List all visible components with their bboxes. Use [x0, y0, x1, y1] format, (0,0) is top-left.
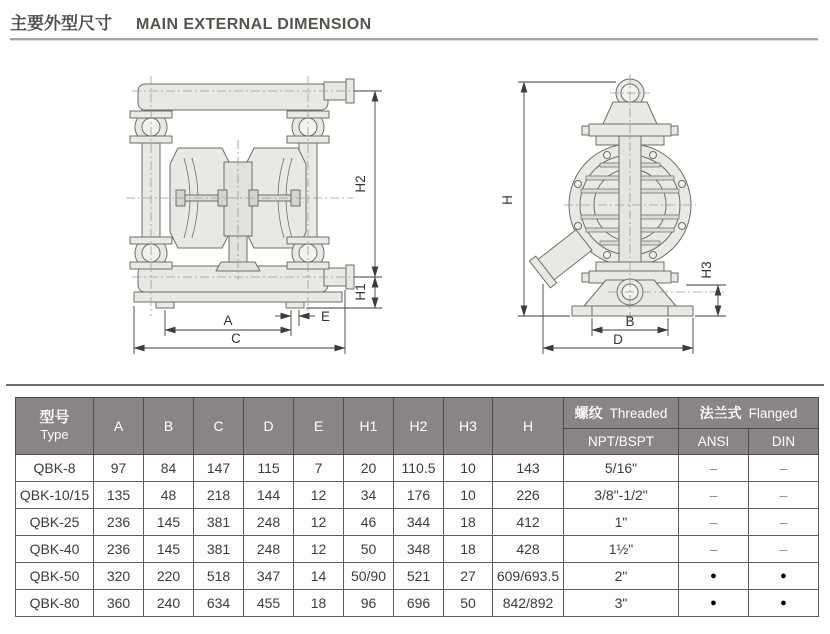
cell-A: 320 — [94, 563, 144, 590]
cell-H1: 20 — [344, 455, 394, 482]
cell-D: 144 — [244, 482, 294, 509]
dim-label-h2: H2 — [353, 175, 368, 193]
cell-ansi: – — [679, 482, 749, 509]
page-title-zh: 主要外型尺寸 — [10, 14, 112, 33]
cell-din: – — [749, 509, 819, 536]
cell-D: 115 — [244, 455, 294, 482]
cell-type: QBK-25 — [16, 509, 94, 536]
cell-B: 84 — [144, 455, 194, 482]
cell-H: 226 — [493, 482, 564, 509]
col-header-H3: H3 — [444, 398, 493, 455]
cell-B: 220 — [144, 563, 194, 590]
cell-D: 248 — [244, 536, 294, 563]
cell-ansi: ● — [679, 590, 749, 617]
cell-H2: 348 — [394, 536, 444, 563]
table-row — [16, 563, 819, 590]
table-row — [16, 482, 819, 509]
cell-npt: 3" — [564, 590, 679, 617]
col-header-D: D — [244, 398, 294, 455]
cell-B: 240 — [144, 590, 194, 617]
col-group-threaded: 螺纹 Threaded — [564, 398, 679, 429]
cell-ansi: – — [679, 509, 749, 536]
dim-label-e: E — [321, 309, 331, 324]
col-header-din: DIN — [749, 429, 819, 455]
pump-front-body — [130, 79, 354, 308]
dimension-table — [15, 397, 819, 617]
cell-C: 634 — [194, 590, 244, 617]
cell-A: 236 — [94, 509, 144, 536]
dim-label-h: H — [500, 195, 515, 205]
table-row — [16, 455, 819, 482]
cell-ansi: – — [679, 455, 749, 482]
table-row — [16, 590, 819, 617]
dim-label-c: C — [231, 331, 241, 346]
cell-H2: 176 — [394, 482, 444, 509]
cell-E: 18 — [294, 590, 344, 617]
cell-H1: 46 — [344, 509, 394, 536]
cell-H1: 34 — [344, 482, 394, 509]
cell-A: 97 — [94, 455, 144, 482]
cell-din: – — [749, 455, 819, 482]
cell-A: 135 — [94, 482, 144, 509]
cell-H3: 18 — [444, 536, 493, 563]
cell-C: 381 — [194, 536, 244, 563]
cell-B: 48 — [144, 482, 194, 509]
dim-label-b: B — [625, 314, 635, 329]
col-header-C: C — [194, 398, 244, 455]
cell-npt: 1½" — [564, 536, 679, 563]
table-row — [16, 536, 819, 563]
cell-ansi: ● — [679, 563, 749, 590]
cell-A: 360 — [94, 590, 144, 617]
cell-H3: 27 — [444, 563, 493, 590]
cell-H: 143 — [493, 455, 564, 482]
cell-npt: 1" — [564, 509, 679, 536]
cell-npt: 5/16" — [564, 455, 679, 482]
pump-front-view-drawing — [118, 70, 403, 370]
cell-H3: 10 — [444, 482, 493, 509]
col-header-type: 型号 Type — [16, 398, 94, 455]
cell-H2: 521 — [394, 563, 444, 590]
cell-din: ● — [749, 590, 819, 617]
dim-label-d: D — [613, 332, 623, 347]
cell-C: 381 — [194, 509, 244, 536]
cell-B: 145 — [144, 536, 194, 563]
cell-E: 12 — [294, 482, 344, 509]
cell-H2: 110.5 — [394, 455, 444, 482]
cell-A: 236 — [94, 536, 144, 563]
cell-type: QBK-40 — [16, 536, 94, 563]
page-title-en: MAIN EXTERNAL DIMENSION — [136, 16, 372, 33]
cell-H2: 696 — [394, 590, 444, 617]
cell-H: 609/693.5 — [493, 563, 564, 590]
cell-din: ● — [749, 563, 819, 590]
cell-H2: 344 — [394, 509, 444, 536]
cell-C: 218 — [194, 482, 244, 509]
cell-H1: 50/90 — [344, 563, 394, 590]
cell-npt: 2" — [564, 563, 679, 590]
cell-H3: 18 — [444, 509, 493, 536]
cell-E: 12 — [294, 509, 344, 536]
dim-label-a: A — [223, 313, 233, 328]
section-divider — [6, 384, 824, 386]
cell-D: 347 — [244, 563, 294, 590]
cell-B: 145 — [144, 509, 194, 536]
cell-type: QBK-8 — [16, 455, 94, 482]
cell-ansi: – — [679, 536, 749, 563]
cell-E: 12 — [294, 536, 344, 563]
col-header-H2: H2 — [394, 398, 444, 455]
cell-type: QBK-50 — [16, 563, 94, 590]
table-row — [16, 509, 819, 536]
col-header-A: A — [94, 398, 144, 455]
dim-label-h3: H3 — [699, 261, 714, 279]
dim-label-h1: H1 — [353, 283, 368, 301]
cell-din: – — [749, 482, 819, 509]
cell-npt: 3/8"-1/2" — [564, 482, 679, 509]
col-header-B: B — [144, 398, 194, 455]
cell-H: 842/892 — [493, 590, 564, 617]
cell-D: 248 — [244, 509, 294, 536]
col-header-ansi: ANSI — [679, 429, 749, 455]
pump-side-body — [529, 79, 693, 316]
cell-C: 518 — [194, 563, 244, 590]
cell-H: 428 — [493, 536, 564, 563]
col-header-E: E — [294, 398, 344, 455]
col-header-npt-bspt: NPT/BSPT — [564, 429, 679, 455]
pump-side-view-drawing — [480, 70, 735, 370]
col-group-flanged: 法兰式 Flanged — [679, 398, 819, 429]
cell-E: 14 — [294, 563, 344, 590]
col-header-H: H — [493, 398, 564, 455]
cell-E: 7 — [294, 455, 344, 482]
col-header-H1: H1 — [344, 398, 394, 455]
title-divider — [10, 38, 818, 40]
cell-type: QBK-80 — [16, 590, 94, 617]
cell-C: 147 — [194, 455, 244, 482]
cell-H1: 50 — [344, 536, 394, 563]
page-title — [10, 9, 372, 34]
cell-D: 455 — [244, 590, 294, 617]
cell-din: – — [749, 536, 819, 563]
cell-H: 412 — [493, 509, 564, 536]
cell-H3: 10 — [444, 455, 493, 482]
cell-H3: 50 — [444, 590, 493, 617]
cell-type: QBK-10/15 — [16, 482, 94, 509]
cell-H1: 96 — [344, 590, 394, 617]
